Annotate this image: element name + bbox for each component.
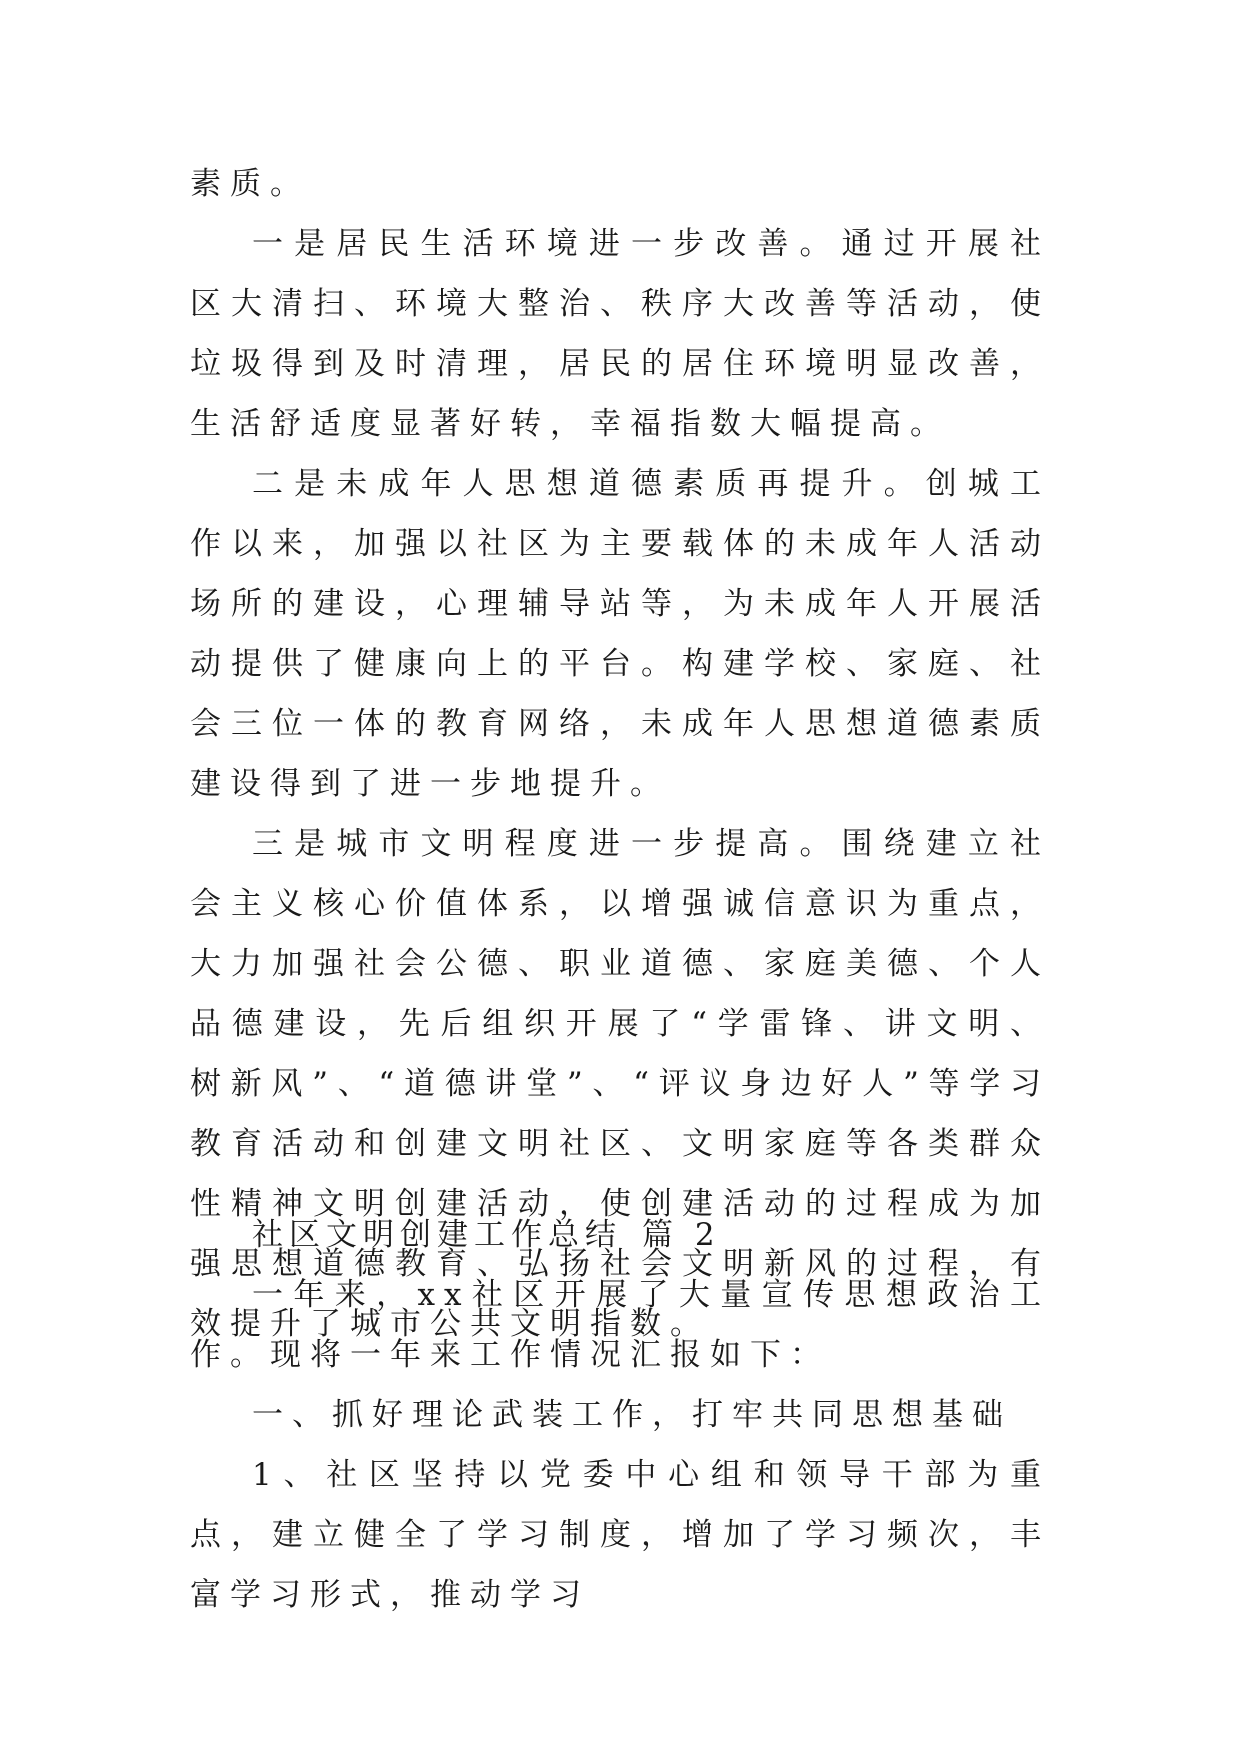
- paragraph-study-system: 1、社区坚持以党委中心组和领导干部为重点，建立健全了学习制度，增加了学习频次，丰富学习形式，推动学习: [190, 1457, 1050, 1613]
- section-1-body: [190, 154, 1050, 1354]
- section-2-body: [190, 1205, 1050, 1625]
- subheading-theory: 一、抓好理论武装工作，打牢共同思想基础: [252, 1397, 1012, 1433]
- section-heading: [190, 1205, 1050, 1265]
- paragraph-intro: 一年来，xx社区开展了大量宣传思想政治工作。现将一年来工作情况汇报如下：: [190, 1277, 1050, 1373]
- paragraph-continuation: 素质。: [190, 166, 310, 202]
- paragraph-minors-morality: 二是未成年人思想道德素质再提升。创城工作以来，加强以社区为主要载体的未成年人活动场所的建设，心理辅导站等，为未成年人开展活动提供了健康向上的平台。构建学校、家庭、社会三位一体的教育网络，未成年人思想道德素质建设得到了进一步地提升。: [190, 466, 1050, 802]
- section-title: 社区文明创建工作总结: [252, 1217, 622, 1253]
- section-part-label: 篇 2: [642, 1217, 721, 1253]
- paragraph-living-environment: 一是居民生活环境进一步改善。通过开展社区大清扫、环境大整治、秩序大改善等活动，使垃圾得到及时清理，居民的居住环境明显改善，生活舒适度显著好转，幸福指数大幅提高。: [190, 226, 1050, 442]
- paragraph-city-civilization: 三是城市文明程度进一步提高。围绕建立社会主义核心价值体系，以增强诚信意识为重点，大力加强社会公德、职业道德、家庭美德、个人品德建设，先后组织开展了“学雷锋、讲文明、树新风”、“道德讲堂”、“评议身边好人”等学习教育活动和创建文明社区、文明家庭等各类群众性精神文明创建活动，使创建活动的过程成为加强思想道德教育、弘扬社会文明新风的过程，有效提升了城市公共文明指数。: [190, 826, 1050, 1342]
